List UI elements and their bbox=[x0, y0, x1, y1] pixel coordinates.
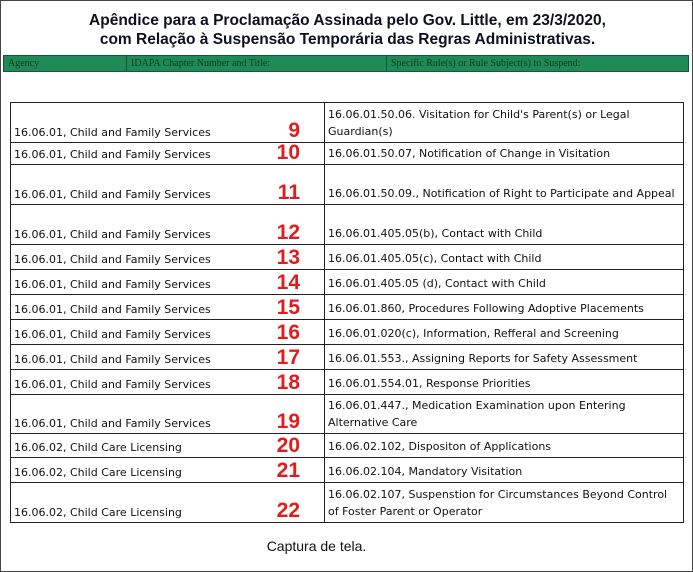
rule-cell: 16.06.02.107, Suspenstion for Circumstances Beyond Control of Foster Parent or Operator bbox=[328, 488, 668, 518]
table-row bbox=[11, 369, 683, 394]
agency-cell: 16.06.01, Child and Family Services bbox=[14, 253, 211, 266]
row-number: 13 bbox=[276, 246, 300, 269]
rule-cell: 16.06.02.104, Mandatory Visitation bbox=[328, 465, 523, 478]
agency-cell: 16.06.01, Child and Family Services bbox=[14, 188, 211, 201]
rule-cell: 16.06.01.447., Medication Examination upon Entering Alternative Care bbox=[328, 399, 626, 429]
row-number: 11 bbox=[277, 181, 300, 204]
agency-cell: 16.06.01, Child and Family Services bbox=[14, 328, 211, 341]
agency-cell: 16.06.01, Child and Family Services bbox=[14, 417, 211, 430]
rule-cell: 16.06.01.020(c), Information, Refferal and Screening bbox=[328, 327, 619, 340]
table-row bbox=[11, 482, 683, 522]
agency-cell: 16.06.02, Child Care Licensing bbox=[14, 466, 182, 479]
table-row bbox=[11, 103, 683, 142]
agency-cell: 16.06.01, Child and Family Services bbox=[14, 303, 211, 316]
rule-cell: 16.06.01.860, Procedures Following Adoptive Placements bbox=[328, 302, 644, 315]
table-row bbox=[11, 244, 683, 269]
rule-cell: 16.06.01.553., Assigning Reports for Safety Assessment bbox=[328, 352, 638, 365]
rule-cell: 16.06.01.50.06. Visitation for Child's Parent(s) or Legal Guardian(s) bbox=[328, 108, 630, 138]
table-row bbox=[11, 319, 683, 344]
row-number: 21 bbox=[276, 459, 300, 482]
table-row bbox=[11, 457, 683, 482]
caption: Captura de tela. bbox=[266, 538, 367, 554]
table-row bbox=[11, 204, 683, 244]
table-row bbox=[11, 433, 683, 457]
title-line-1: Apêndice para a Proclamação Assinada pelo Gov. Little, em 23/3/2020, bbox=[89, 12, 606, 29]
row-number: 12 bbox=[276, 221, 300, 244]
table-header-bar bbox=[3, 55, 689, 72]
rules-table bbox=[10, 102, 684, 523]
agency-cell: 16.06.02, Child Care Licensing bbox=[14, 506, 182, 519]
table-row bbox=[11, 294, 683, 319]
row-number: 10 bbox=[276, 141, 300, 164]
row-number: 16 bbox=[276, 321, 300, 344]
rule-cell: 16.06.01.554.01, Response Priorities bbox=[328, 377, 531, 390]
row-number: 9 bbox=[288, 119, 300, 142]
agency-cell: 16.06.02, Child Care Licensing bbox=[14, 441, 182, 454]
row-number: 17 bbox=[276, 346, 300, 369]
agency-cell: 16.06.01, Child and Family Services bbox=[14, 278, 211, 291]
table-row bbox=[11, 142, 683, 164]
row-number: 20 bbox=[276, 434, 300, 457]
rule-cell: 16.06.01.405.05(b), Contact with Child bbox=[328, 227, 543, 240]
document-title bbox=[1, 11, 693, 49]
row-number: 19 bbox=[276, 410, 300, 433]
row-number: 18 bbox=[276, 371, 300, 394]
rule-cell: 16.06.01.50.07, Notification of Change in Visitation bbox=[328, 147, 611, 160]
agency-cell: 16.06.01, Child and Family Services bbox=[14, 148, 211, 161]
agency-cell: 16.06.01, Child and Family Services bbox=[14, 378, 211, 391]
agency-cell: 16.06.01, Child and Family Services bbox=[14, 353, 211, 366]
rule-cell: 16.06.01.405.05 (d), Contact with Child bbox=[328, 277, 546, 290]
table-row bbox=[11, 269, 683, 294]
rule-cell: 16.06.01.50.09., Notification of Right to Participate and Appeal bbox=[328, 187, 675, 200]
header-idapa-chapter: IDAPA Chapter Number and Title: bbox=[126, 56, 386, 71]
row-number: 15 bbox=[276, 296, 300, 319]
agency-cell: 16.06.01, Child and Family Services bbox=[14, 126, 211, 139]
table-row bbox=[11, 344, 683, 369]
header-agency: Agency bbox=[8, 58, 40, 69]
rule-cell: 16.06.01.405.05(c), Contact with Child bbox=[328, 252, 542, 265]
rule-cell: 16.06.02.102, Dispositon of Applications bbox=[328, 440, 552, 453]
header-specific-rule: Specific Rule(s) or Rule Subject(s) to Suspend: bbox=[386, 56, 688, 71]
title-line-2: com Relação à Suspensão Temporária das Regras Administrativas. bbox=[99, 31, 596, 48]
row-number: 14 bbox=[276, 271, 300, 294]
table-row bbox=[11, 394, 683, 433]
row-number: 22 bbox=[276, 499, 300, 522]
agency-cell: 16.06.01, Child and Family Services bbox=[14, 228, 211, 241]
table-row bbox=[11, 164, 683, 204]
